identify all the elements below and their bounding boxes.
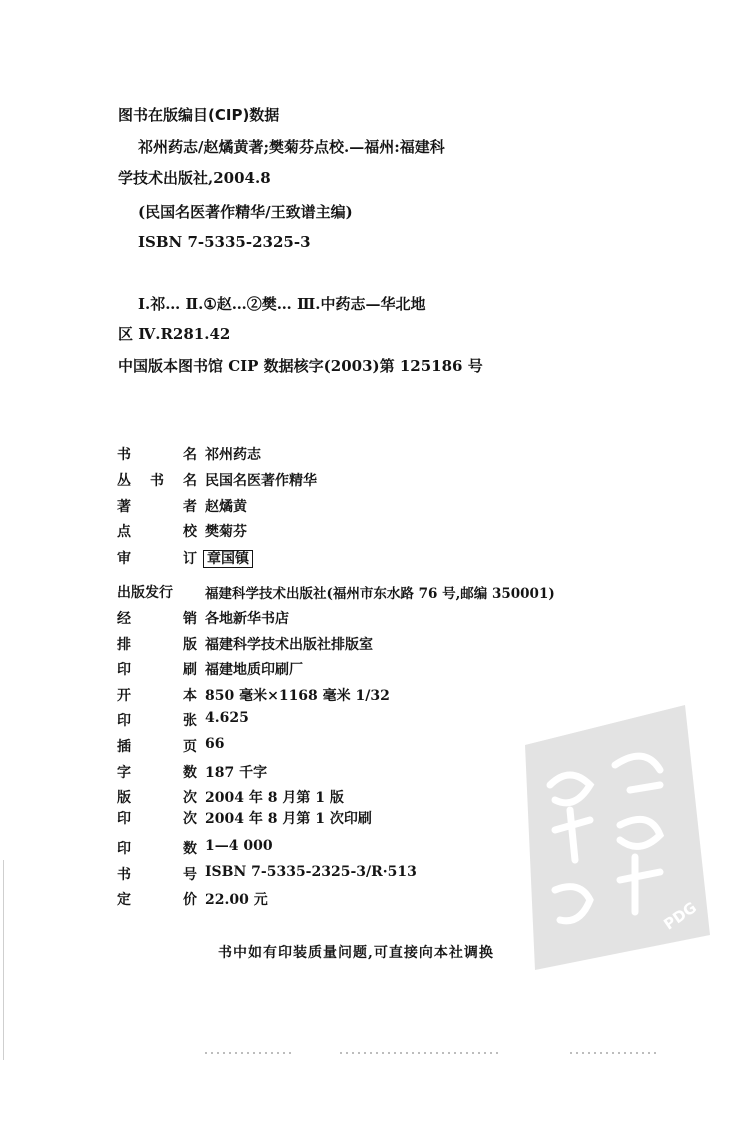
colophon-value: 66 [205,736,225,752]
colophon-value: 187 千字 [205,765,268,781]
colophon-value: 福建科学技术出版社排版室 [205,637,373,653]
colophon-label: 著 者 [117,499,197,515]
colophon-label: 经 销 [117,611,197,627]
colophon-label: 字 数 [117,765,197,781]
cip-isbn-line: ISBN 7-5335-2325-3 [138,233,311,251]
colophon-label: 印 次 [117,811,197,827]
scan-noise [570,1052,660,1054]
colophon-label: 丛 书 名 [117,473,197,489]
colophon-label: 书 名 [117,447,197,463]
colophon-label: 排 版 [117,637,197,653]
colophon-label: 定 价 [117,892,197,908]
colophon-value: 赵燏黄 [205,499,247,515]
cip-classification-line-2: 区 Ⅳ.R281.42 [118,325,231,343]
colophon-value-boxed: 章国镇 [203,550,253,568]
colophon-value: 2004 年 8 月第 1 版 [205,790,344,806]
cip-heading: 图书在版编目(CIP)数据 [118,106,280,124]
colophon-value: ISBN 7-5335-2325-3/R·513 [205,864,417,880]
colophon-value: 福建科学技术出版社(福州市东水路 76 号,邮编 350001) [205,586,555,602]
colophon-value: 1—4 000 [205,838,273,854]
cip-classification-line-1: Ⅰ.祁… Ⅱ.①赵…②樊… Ⅲ.中药志—华北地 [138,295,426,313]
colophon-label: 印 数 [117,841,197,857]
colophon-label: 审 订 [117,551,197,567]
colophon-label: 出版发行 [117,585,173,601]
watermark-seal-background [525,705,710,970]
colophon-value: 福建地质印刷厂 [205,662,303,678]
quality-notice: 书中如有印装质量问题,可直接向本社调换 [218,945,494,961]
cip-record-number: 中国版本图书馆 CIP 数据核字(2003)第 125186 号 [118,357,483,375]
colophon-value: 2004 年 8 月第 1 次印刷 [205,811,372,827]
colophon-label: 印 张 [117,713,197,729]
colophon-value: 4.625 [205,710,249,726]
colophon-value: 850 毫米×1168 毫米 1/32 [205,688,390,704]
colophon-label: 印 刷 [117,662,197,678]
watermark-seal [495,705,710,970]
scan-edge-line [3,860,4,1060]
colophon-label: 插 页 [117,739,197,755]
colophon-label: 点 校 [117,524,197,540]
scan-noise [340,1052,500,1054]
colophon-label: 版 次 [117,790,197,806]
colophon-value: 22.00 元 [205,892,268,908]
cip-series-line: (民国名医著作精华/王致谱主编) [138,203,353,221]
colophon-value: 民国名医著作精华 [205,473,317,489]
colophon-label: 开 本 [117,688,197,704]
cip-publisher-line: 学技术出版社,2004.8 [118,169,271,187]
cip-title-line: 祁州药志/赵燏黄著;樊菊芬点校.—福州:福建科 [138,138,445,156]
scan-noise [205,1052,295,1054]
colophon-value: 祁州药志 [205,447,261,463]
watermark-label: PDG [660,898,700,934]
colophon-value: 各地新华书店 [205,611,289,627]
colophon-label: 书 号 [117,867,197,883]
colophon-value: 樊菊芬 [205,524,247,540]
